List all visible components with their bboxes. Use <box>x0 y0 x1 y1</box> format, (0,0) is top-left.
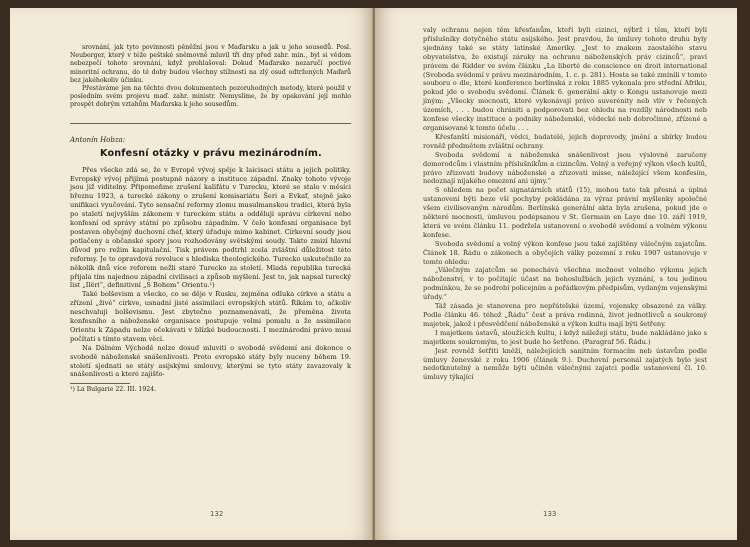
left-page <box>10 8 373 540</box>
right-paragraph-1: valy ochranu nejen těm křesťanům, kteří byli cizinci, nýbrž i těm, kteří byli příslušníky dotyčného státu asijského. Jest pravdou, že úmluvy tohoto druhu byly sjednány také se státy latinské Ameriky. „Jest to znakem zaostalého stavu obyvatelstva, že existují záruky na ochranu náboženských práv cizinců“, praví právem de Ridder ve svém článku „La liberté de conscience en droit international (Svoboda svědomí v právu mezinárodním, 1. c. p. 281). Hosta se také zmínili v tomto souboru o dle, které konference berlínská z roku 1885 vykonala pro střední Afriku, pokud jde o svobodu svědomí. Článek 6. generální akty o Kongu ustanovuje mezi jiným: „Všecky mocnosti, které vykonávají právo suverénity neb vliv v řečených územích, . . . budou chrániti a podporovati bez ohledu na rozdíly národnosti neb konfese všecky instituce a podniky náboženské, vědecké neb dobročinné, zřízené a organisované k tomto účelu . . . <box>423 26 707 132</box>
right-paragraph-6: „Válečným zajatcům se ponechává všechna možnost volného výkonu jejich náboženství, v to počítajíc účast na bohoslužbách jejich vyznání, s tou jedinou podmínkou, že se podrobí policejním a pořádkovým předpisům, vydaným vojenskými úřady.“ <box>423 266 707 302</box>
section-divider <box>70 123 351 124</box>
right-paragraph-9: Jest rovněž šetřiti kněží, náležejících sanitním formacím neb ústavům podle úmluvy ženevské z roku 1906 (článek 9.). Duchovní personál zajatých bylo jest nedotknutelný a nemůže býti učiněn válečnými zajatci podle ustanovení čl. 10. úmluvy týkající <box>423 346 707 382</box>
footnote-divider <box>70 383 130 384</box>
left-intro-text <box>70 44 351 110</box>
left-body-paragraph-2: Také bolševism a všecko, co se děje v Rusku, zejména odluka církve a státu a zřízení „živé“ církve, usnadní jisté assimilaci evropských států. Říkám to, ačkoliv neschvaluji bolševismu. Jest zbytečno poznamenávati, že přeměna života konfesního a náboženské organisace postupuje velmi pomalu a že assimilace Orientu k Západu nelze očekávati v blízké budoucnosti. I mezinárodní právo musí počítati s tímto stavem věcí. <box>70 290 351 343</box>
right-page <box>375 8 737 540</box>
footnote: ¹) La Bulgarie 22. III. 1924. <box>70 386 157 394</box>
page-number-left: 132 <box>210 510 224 518</box>
right-paragraph-8: I majetkem ústavů, sloužících kultu, i když náležejí státu, bude nakládáno jako s majetkem soukromým, to jest bude ho šetřeno. (Paragraf 56. Řádu.) <box>423 328 707 346</box>
article-title: Konfesní otázky v právu mezinárodním. <box>100 147 322 159</box>
right-paragraph-3: Svoboda svědomí a náboženská snášenlivost jsou výslovně zaručeny domorodcům i vlastním příslušníkům a cizincům. Volný a veřejný výkon všech kultů, právo zřizovati budovy náboženské a zřizovati misse, náležející všem konfesím, nedoznají nijakého omezení ani újmy.“ <box>423 150 707 186</box>
right-paragraph-5: Svoboda svědomí a volný výkon konfese jsou také zajištěny válečným zajatcům. Článek 18. Řádu o zákonech a obyčejích války pozemní z roku 1907 ustanovuje v tomto ohledu: <box>423 239 707 266</box>
left-body-paragraph-3: Na Dálném Východě nelze dosud mluviti o svobodě svědomí ani dokonce o svobodě náboženské snášenlivosti. Proto evropské státy byly nuceny během 19. století sjednati se státy asijskými smlouvy, kterými se tyto státy zavazovaly k snášenlivosti a které zajišťo- <box>70 343 351 379</box>
left-intro-paragraph-2: Přestáváme jen na těchto dvou dokumentech pozoruhodných metody, které použil v posledním svém projevu maď. zahr. ministr. Nemyslíme, že by opakování její mohlo prospět dobrým vztahům Maďarska k jeho sousedům. <box>70 85 351 109</box>
article-author: Antonín Hobza: <box>70 135 126 144</box>
right-paragraph-4: S ohledem na počet signatárních států (15), mohou tato tak přesná a úplná ustanovení býti beze vší pochyby pokládána za výraz právní myšlenky společné všem civilisovaným národům. Berlínská generální akta byla zrušena, pokud jde o některé mocnosti, úmluvou podepsanou v St. Germain en Laye dne 10. září 1919, která ve svém článku 11. podržela ustanovení o svobodě svědomí a volném výkonu konfese. <box>423 186 707 239</box>
right-paragraph-7: Táž zásada je stanovena pro nepřátelské území, vojensky obsazené za války. Podle článku 46. téhož „Řádu“ čest a práva rodinná, život jednotlivců a soukromý majetek, jakož i přesvědčení náboženské a výkon kultu mají býti šetřeny. <box>423 302 707 328</box>
left-intro-paragraph-1: srovnání, jak tyto povinnosti pěněžní jsou v Maďarsku a jak u jeho sousedů. Posl. Neuberger, který v téže peštské sněmovně mluvil tři dny před zahr. min., byl si vědom nebezpečí tohoto srovnání, když prohlašoval: Dokud Maďarsko nezaručí poctivé minoritní ochranu, do té doby budou všechny stížnosti na zlý osud odtržených Maďarů bez jakéhokoliv účinku. <box>70 44 351 84</box>
left-body-paragraph-1: Přes všecko zdá se, že v Evropě vývoj spěje k laicisaci státu a jejich politiky. Evropský vývoj přijímá postupně názory a instituce západní. Znaky tohoto vývoje jsou již viditelny. Připomeňme zrušení kalifátu v Turecku, které se stalo v měsíci březnu 1923, a turecké zákony o zrušení komisariátu Šeri a Evkaf, stejně jako unifikaci vyučování. Tyto sensační reformy zlomu musulmanskou tradici, která byla po staletí nejvyšším zákonem v tureckém státu a oddělují správu církevní nebo konfesní od správy státní po způsobu západním. V čelo konfesní organisace byl postaven obyčejný duchovní chef, který úřaduje mimo kabinet. Církevní soudy jsou potlačeny a občanské spory jsou rozhodovány světskými soudy. Takto zmizí hlavní důvod pro režim kapitulační. Tisk právem podtrhl zcela zvláštní důležitost této reformy. Je to opravdová revoluce s hlediska theologického. Turecko uskutečnilo za několik dnů více reforem nežli staré Turecko za století. Mladá republika turecká přijala tím najednou západní civilisaci a způsob myšlení. Jest to, jak napsal turecký list „Ilëri“, definitivní „S Bohem“ Orientu.¹) <box>70 165 351 290</box>
page-number-right: 133 <box>543 510 557 518</box>
right-paragraph-2: Křesťanští misionáři, vědci, badatelé, jejich doprovody, jmění a sbírky budou rovněž předmětem zvláštní ochrany. <box>423 132 707 150</box>
